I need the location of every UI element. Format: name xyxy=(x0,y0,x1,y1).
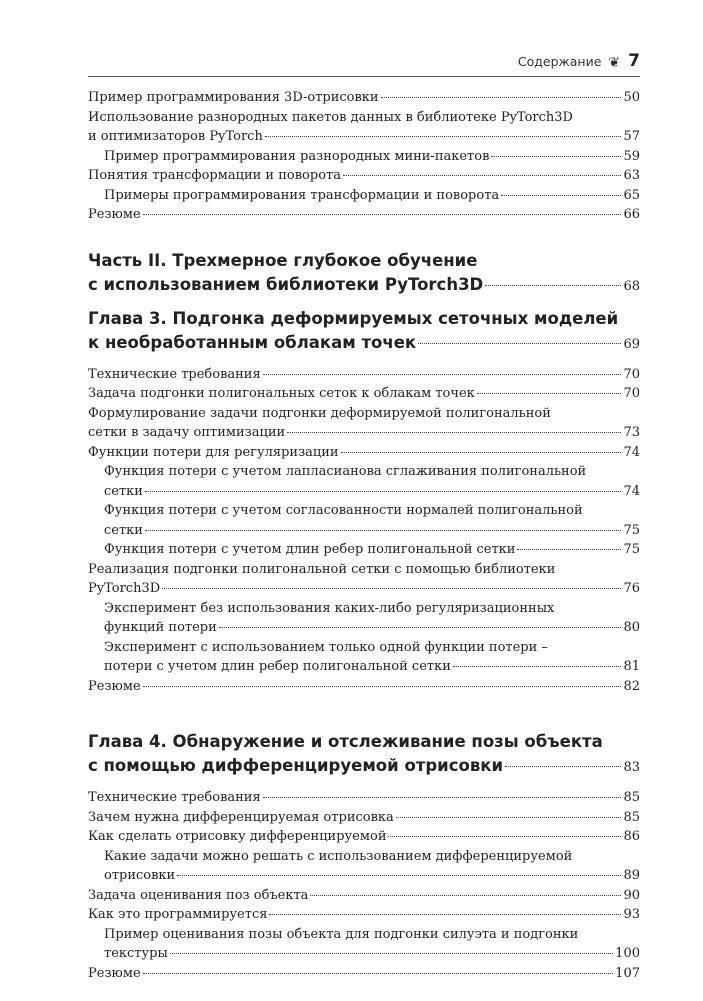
toc-entry[interactable]: Функция потери с учетом согласованности нормалей полигональной сетки 75 xyxy=(88,501,640,540)
leader-dots xyxy=(162,588,621,589)
toc-page-number: 75 xyxy=(623,522,640,538)
leader-dots xyxy=(341,452,622,453)
chapter-4-entries xyxy=(88,788,640,983)
toc-entry[interactable]: Резюме 66 xyxy=(88,205,640,225)
toc-page-number: 70 xyxy=(623,386,640,401)
toc-entry[interactable]: Формулирование задачи подгонки деформируемой полигональной сетки в задачу оптимизации 73 xyxy=(88,404,640,443)
running-head-title: Содержание xyxy=(517,54,602,69)
toc-entry[interactable]: Зачем нужна дифференцируемая отрисовка 85 xyxy=(88,808,640,828)
toc-page-number: 75 xyxy=(623,542,640,557)
toc-entry[interactable]: Функция потери с учетом длин ребер полигональной сетки 75 xyxy=(88,540,640,560)
toc-page-number: 100 xyxy=(615,946,640,961)
toc-entry[interactable]: Эксперимент с использованием только одной функции потери – потери с учетом длин ребер полигональной сетки 81 xyxy=(88,638,640,677)
leader-dots xyxy=(310,895,621,896)
toc-page-number: 85 xyxy=(623,809,640,825)
leader-dots xyxy=(143,686,622,687)
toc-entry[interactable]: Пример программирования разнородных мини-пакетов 59 xyxy=(88,147,640,167)
toc-leading-list xyxy=(88,88,640,225)
leader-dots xyxy=(343,175,621,176)
toc-entry[interactable]: Резюме 107 xyxy=(88,964,640,984)
toc-page-number: 73 xyxy=(623,425,640,440)
toc-entry[interactable]: Пример программирования 3D-отрисовки 50 xyxy=(88,88,640,108)
leader-dots xyxy=(263,797,622,798)
toc-page-number: 107 xyxy=(615,965,640,981)
toc-page-number: 90 xyxy=(623,887,640,903)
toc-entry[interactable]: Технические требования 70 xyxy=(88,365,640,385)
toc-entry[interactable]: Использование разнородных пакетов данных в библиотеке PyTorch3D и оптимизаторов PyTorch 57 xyxy=(88,108,640,147)
leader-dots xyxy=(145,491,621,492)
toc-page-number: 70 xyxy=(623,366,640,382)
leader-dots xyxy=(269,914,621,915)
leader-dots xyxy=(505,766,621,767)
toc-entry[interactable]: Задача оценивания поз объекта 90 xyxy=(88,886,640,906)
part-heading[interactable]: Часть II. Трехмерное глубокое обучение с использованием библиотеки PyTorch3D 68 xyxy=(88,249,640,299)
toc-page-number: 59 xyxy=(623,148,640,164)
ornament-icon: ❦ xyxy=(608,55,621,71)
toc-page-number: 65 xyxy=(623,187,640,203)
leader-dots xyxy=(491,156,621,157)
leader-dots xyxy=(143,973,614,974)
toc-entry[interactable]: Реализация подгонки полигональной сетки с помощью библиотеки PyTorch3D 76 xyxy=(88,560,640,599)
toc-page-number: 74 xyxy=(623,483,640,499)
toc-page-number: 57 xyxy=(623,129,640,144)
toc-entry[interactable]: Резюме 82 xyxy=(88,677,640,697)
toc-entry[interactable]: Задача подгонки полигональных сеток к облакам точек 70 xyxy=(88,384,640,404)
toc-page-number: 50 xyxy=(623,90,640,105)
leader-dots xyxy=(501,195,621,196)
toc-page-number: 63 xyxy=(623,168,640,183)
toc-entry[interactable]: Примеры программирования трансформации и поворота 65 xyxy=(88,186,640,206)
toc-page-number: 81 xyxy=(623,659,640,674)
toc-entry[interactable]: Технические требования 85 xyxy=(88,788,640,808)
toc-page-number: 80 xyxy=(623,620,640,635)
toc-page-number: 93 xyxy=(623,907,640,922)
toc-entry[interactable]: Функция потери с учетом лапласианова сглаживания полигональной сетки 74 xyxy=(88,462,640,501)
leader-dots xyxy=(381,97,622,98)
leader-dots xyxy=(265,136,622,137)
leader-dots xyxy=(263,374,622,375)
leader-dots xyxy=(143,214,622,215)
running-head xyxy=(88,51,640,71)
toc-page-number: 82 xyxy=(623,678,640,694)
page-number: 7 xyxy=(628,51,640,71)
leader-dots xyxy=(485,285,621,286)
leader-dots xyxy=(145,530,621,531)
toc-page-number: 74 xyxy=(623,444,640,460)
chapter-4-heading[interactable]: Глава 4. Обнаружение и отслеживание позы объекта с помощью дифференцируемой отрисовки 83 xyxy=(88,730,640,780)
toc-page-number: 76 xyxy=(623,581,640,596)
toc-page-number: 66 xyxy=(623,207,640,222)
header-rule xyxy=(88,76,640,77)
toc-entry[interactable]: Какие задачи можно решать с использованием дифференцируемой отрисовки 89 xyxy=(88,847,640,886)
toc-entry[interactable]: Как это программируется 93 xyxy=(88,905,640,925)
leader-dots xyxy=(418,343,621,344)
leader-dots xyxy=(170,953,613,954)
chapter-3-heading[interactable]: Глава 3. Подгонка деформируемых сеточных моделей к необработанным облакам точек 69 xyxy=(88,307,640,357)
toc-page-number: 83 xyxy=(623,760,640,775)
toc-page-number: 69 xyxy=(623,336,640,352)
toc-entry[interactable]: Как сделать отрисовку дифференцируемой 86 xyxy=(88,827,640,847)
leader-dots xyxy=(388,836,621,837)
leader-dots xyxy=(219,627,622,628)
toc-page-number: 86 xyxy=(623,829,640,844)
toc-entry[interactable]: Понятия трансформации и поворота 63 xyxy=(88,166,640,186)
table-of-contents xyxy=(88,88,640,983)
leader-dots xyxy=(517,549,621,550)
leader-dots xyxy=(477,393,622,394)
leader-dots xyxy=(287,432,621,433)
leader-dots xyxy=(396,817,622,818)
toc-entry[interactable]: Функции потери для регуляризации 74 xyxy=(88,443,640,463)
leader-dots xyxy=(453,666,622,667)
toc-entry[interactable]: Пример оценивания позы объекта для подгонки силуэта и подгонки текстуры 100 xyxy=(88,925,640,964)
toc-page-number: 68 xyxy=(623,278,640,294)
toc-page-number: 85 xyxy=(623,790,640,805)
leader-dots xyxy=(177,875,621,876)
chapter-3-entries xyxy=(88,365,640,697)
toc-entry[interactable]: Эксперимент без использования каких-либо регуляризационных функций потери 80 xyxy=(88,599,640,638)
toc-page-number: 89 xyxy=(623,868,640,883)
